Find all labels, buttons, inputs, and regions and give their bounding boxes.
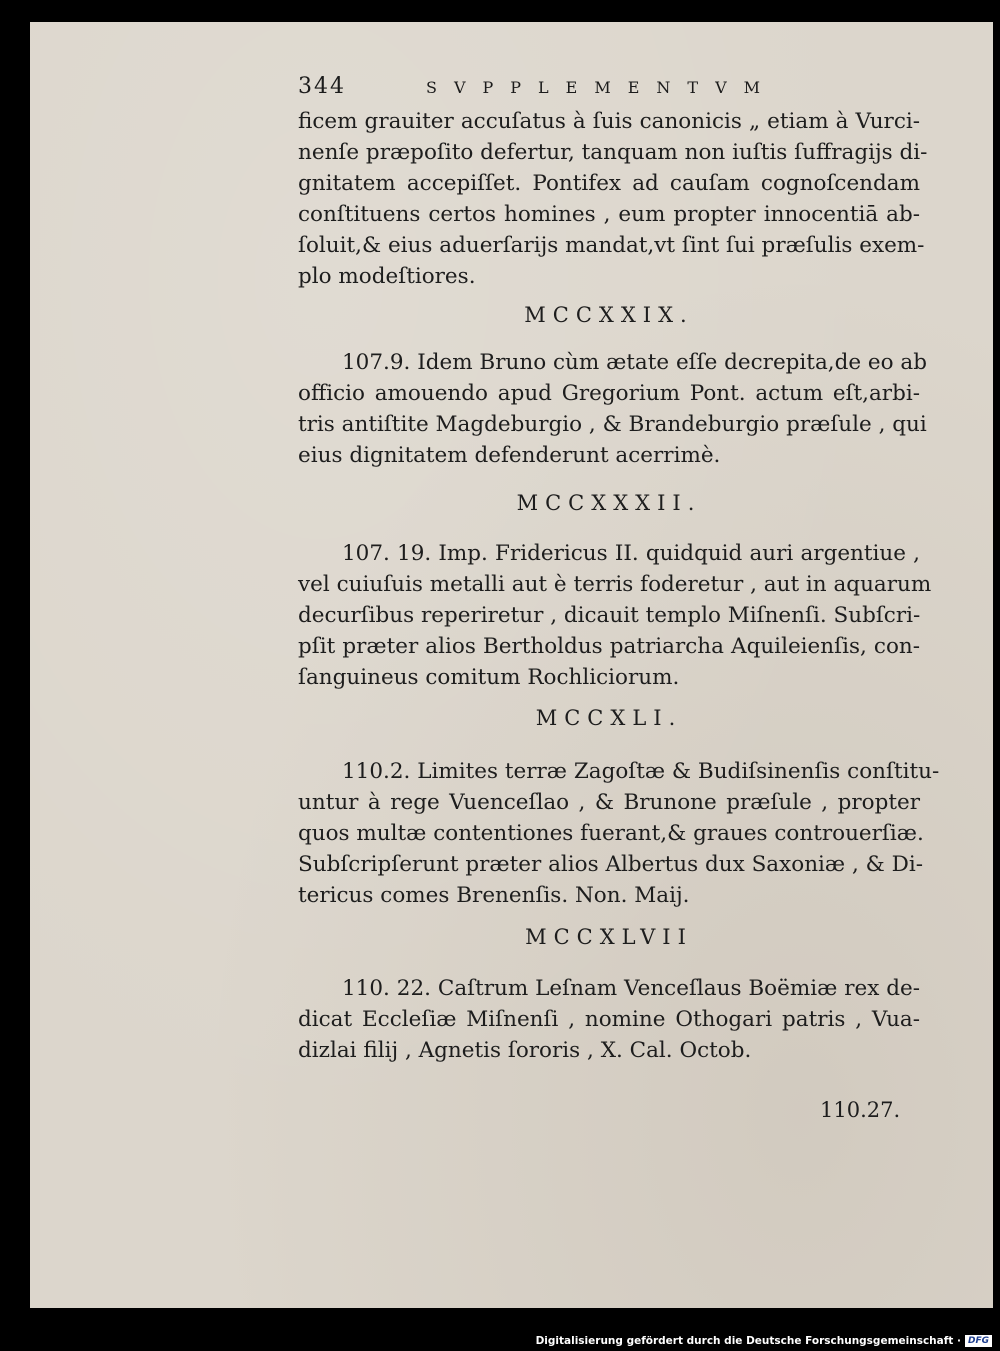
dfg-logo[interactable]: DFG — [965, 1335, 992, 1347]
text-line: ficem grauiter accuſatus à ſuis canonicis „ etiam à Vurci- — [298, 109, 920, 134]
year-heading: MCCXLVII — [525, 925, 693, 949]
text-line: nenſe præpoſito defertur, tanquam non iuſtis ſuffragijs di- — [298, 140, 928, 165]
paragraph-entry — [298, 538, 932, 693]
text-line: tericus comes Brenenſis. Non. Maij. — [298, 883, 690, 908]
text-line: 107. 19. Imp. Fridericus II. quidquid auri argentiue , — [342, 541, 920, 566]
text-line: quos multæ contentiones fuerant,& graues controuerſiæ. — [298, 821, 924, 846]
running-head: SVPPLEMENTVM — [426, 78, 778, 97]
digitization-credit — [536, 1333, 992, 1349]
text-line: conſtituens certos homines , eum propter innocentiā ab- — [298, 202, 920, 227]
text-line: 110.2. Limites terræ Zagoſtæ & Budiſsinenſis conſtitu- — [342, 759, 940, 784]
paragraph-entry — [298, 973, 920, 1066]
text-line: eius dignitatem defenderunt acerrimè. — [298, 443, 721, 468]
text-line: 110. 22. Caſtrum Leſnam Venceſlaus Boëmiæ rex de- — [342, 976, 920, 1001]
text-line: dizlai filij , Agnetis ſororis , X. Cal. Octob. — [298, 1038, 752, 1063]
text-line: ſoluit,& eius aduerſarijs mandat,vt ſint ſui præſulis exem- — [298, 233, 925, 258]
text-line: officio amouendo apud Gregorium Pont. actum eſt,arbi- — [298, 381, 920, 406]
year-heading: MCCXXIX. — [524, 303, 694, 327]
year-heading: MCCXLI. — [535, 706, 683, 730]
text-line: tris antiſtite Magdeburgio , & Brandeburgio præſule , qui — [298, 412, 927, 437]
text-line: decurſibus reperiretur , dicauit templo Miſnenſi. Subſcri- — [298, 603, 921, 628]
text-line: vel cuiuſuis metalli aut è terris foderetur , aut in aquarum — [298, 572, 932, 597]
text-line: Subſcripſerunt præter alios Albertus dux Saxoniæ , & Di- — [298, 852, 923, 877]
text-line: untur à rege Vuenceſlao , & Brunone præſule , propter — [298, 790, 920, 815]
page-number: 344 — [298, 74, 346, 99]
page-header — [298, 74, 918, 102]
text-line: 107.9. Idem Bruno cùm ætate eſſe decrepita,de eo ab — [342, 350, 928, 375]
text-line: plo modeſtiores. — [298, 264, 476, 289]
credit-text: Digitalisierung gefördert durch die Deutsche Forschungsgemeinschaft · — [535, 1335, 961, 1347]
paragraph-entry — [298, 347, 928, 471]
text-line: pſit præter alios Bertholdus patriarcha Aquileienſis, con- — [298, 634, 920, 659]
catchword: 110.27. — [820, 1098, 901, 1122]
paragraph-continuation — [298, 106, 928, 292]
text-line: dicat Eccleſiæ Miſnenſi , nomine Othogari patris , Vua- — [298, 1007, 920, 1032]
text-line: ſanguineus comitum Rochliciorum. — [298, 665, 680, 690]
text-line: gnitatem accepiſſet. Pontifex ad cauſam cognoſcendam — [298, 171, 920, 196]
paragraph-entry — [298, 756, 940, 911]
year-heading: MCCXXXII. — [516, 491, 702, 515]
